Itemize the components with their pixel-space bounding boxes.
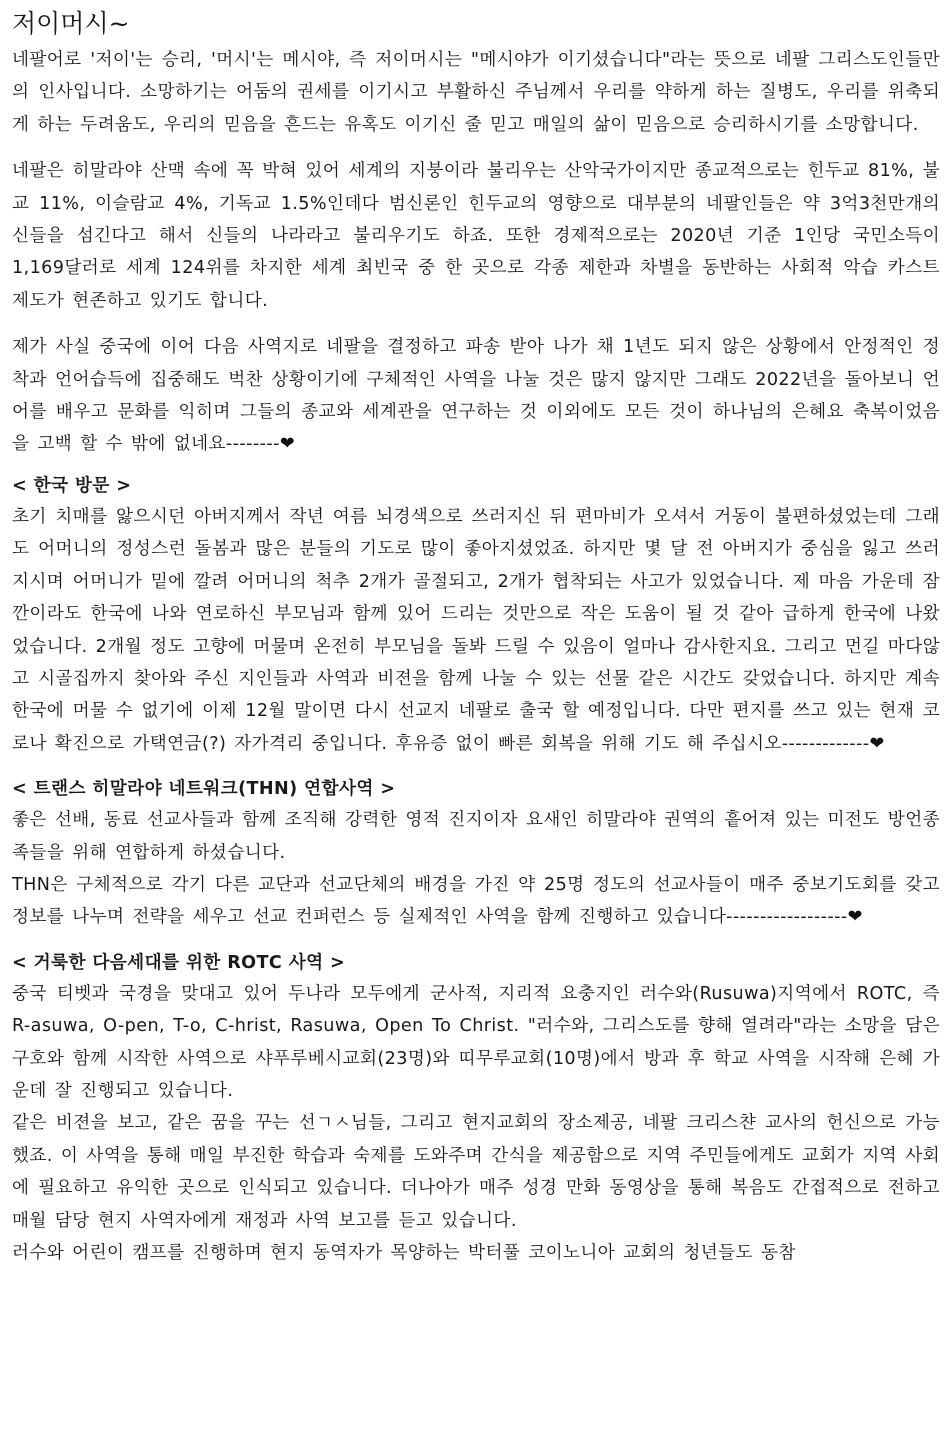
heart-icon: ❤ (869, 733, 885, 754)
intro-paragraph-1 (12, 44, 940, 141)
rotc-text-2: 같은 비젼을 보고, 같은 꿈을 꾸는 선ㄱㅅ님들, 그리고 현지교회의 장소제공, 네팔 크리스챤 교사의 헌신으로 가능했죠. 이 사역을 통해 매일 부진한 학습과 숙제를 도와주며 간식을 제공함으로 지역 주민들에게도 교회가 지역 사회에 필요하고 유익한 곳으로 인식되고 있습니다. 더나아가 매주 성경 만화 동영상을 통해 복음도 간접적으로 전하고 매월 담당 현지 사역자에게 재정과 사역 보고를 듣고 있습니다. (12, 1113, 940, 1231)
thn-text-2: THN은 구체적으로 각기 다른 교단과 선교단체의 배경을 가진 약 25명 정도의 선교사들이 매주 중보기도회를 갖고 정보를 나누며 전략을 세우고 선교 컨퍼런스 등 실제적인 사역을 함께 진행하고 있습니다------------------ (12, 874, 940, 928)
rotc-paragraph-3 (12, 1237, 940, 1269)
page-title: 저이머시~ (12, 9, 130, 38)
intro-paragraph-3 (12, 331, 940, 461)
section-heading-thn: < 트랜스 히말라야 네트워크(THN) 연합사역 > (12, 779, 396, 800)
section-heading-korea: < 한국 방문 > (12, 475, 132, 496)
intro-paragraph-2 (12, 155, 940, 317)
thn-text-1: 좋은 선배, 동료 선교사들과 함께 조직해 강력한 영적 진지이자 요새인 히말라야 권역의 흩어져 있는 미전도 방언종족들을 위해 연합하게 하셨습니다. (12, 810, 940, 863)
rotc-text-3: 러수와 어린이 캠프를 진행하며 현지 동역자가 목양하는 박터풀 코이노니아 교회의 청년들도 동참 (12, 1243, 796, 1263)
rotc-paragraph-1 (12, 978, 940, 1108)
intro-text-3: 제가 사실 중국에 이어 다음 사역지로 네팔을 결정하고 파송 받아 나가 채 1년도 되지 않은 상황에서 안정적인 정착과 언어습득에 집중해도 벅찬 상황이기에 구체적인 사역을 나눌 것은 많지 않지만 그래도 2022년을 돌아보니 언어를 배우고 문화를 익히며 그들의 종교와 세계관을 연구하는 것 이외에도 모든 것이 하나님의 은혜요 축복이었음을 고백 할 수 밖에 없네요-------- (12, 337, 940, 455)
thn-paragraph-1 (12, 804, 940, 869)
korea-paragraph (12, 501, 940, 760)
heart-icon: ❤ (279, 434, 296, 455)
section-heading-rotc: < 거룩한 다음세대를 위한 ROTC 사역 > (12, 952, 346, 973)
thn-paragraph-2 (12, 869, 940, 934)
letter-page (12, 8, 940, 1269)
intro-text-1: 네팔어로 '저이'는 승리, '머시'는 메시야, 즉 저이머시는 "메시야가 이기셨습니다"라는 뜻으로 네팔 그리스도인들만의 인사입니다. 소망하기는 어둠의 권세를 이기시고 부활하신 주님께서 우리를 약하게 하는 질병도, 우리를 위축되게 하는 두려움도, 우리의 믿음을 흔드는 유혹도 이기신 줄 믿고 매일의 삶이 믿음으로 승리하시기를 소망합니다. (12, 50, 940, 135)
heart-icon: ❤ (847, 907, 863, 928)
rotc-paragraph-2 (12, 1107, 940, 1237)
rotc-text-1: 중국 티벳과 국경을 맞대고 있어 두나라 모두에게 군사적, 지리적 요충지인 러수와(Rusuwa)지역에서 ROTC, 즉 R-asuwa, O-pen, T-o, C-hrist, Rasuwa, Open To Christ. "러수와, 그리스도를 향해 열려라"라는 소망을 담은 구호와 함께 시작한 사역으로 샤푸루베시교회(23명)와 띠무루교회(10명)에서 방과 후 학교 사역을 시작해 은혜 가운데 잘 진행되고 있습니다. (12, 983, 940, 1101)
korea-text: 초기 치매를 앓으시던 아버지께서 작년 여름 뇌경색으로 쓰러지신 뒤 편마비가 오셔서 거동이 불편하셨었는데 그래도 어머니의 정성스런 돌봄과 많은 분들의 기도로 많이 좋아지셨었죠. 하지만 몇 달 전 아버지가 중심을 잃고 쓰러지시며 어머니가 밑에 깔려 어머니의 척추 2개가 골절되고, 2개가 협착되는 사고가 있었습니다. 제 마음 가운데 잠깐이라도 한국에 나와 연로하신 부모님과 함께 있어 드리는 것만으로 작은 도움이 될 것 같아 급하게 한국에 나왔었습니다. 2개월 정도 고향에 머물며 온전히 부모님을 돌봐 드릴 수 있음이 얼마나 감사한지요. 그리고 먼길 마다않고 시골집까지 찾아와 주신 지인들과 사역과 비젼을 함께 나눌 수 있는 선물 같은 시간도 갖었습니다. 하지만 계속 한국에 머물 수 없기에 이제 12월 말이면 다시 선교지 네팔로 출국 할 예정입니다. 다만 편지를 쓰고 있는 현재 코로나 확진으로 가택연금(?) 자가격리 중입니다. 후유증 없이 빠른 회복을 위해 기도 해 주십시오------------- (12, 506, 940, 754)
intro-text-2: 네팔은 히말라야 산맥 속에 꼭 박혀 있어 세계의 지붕이라 불리우는 산악국가이지만 종교적으로는 힌두교 81%, 불교 11%, 이슬람교 4%, 기독교 1.5%인데다 범신론인 힌두교의 영향으로 대부분의 네팔인들은 약 3억3천만개의 신들을 섬긴다고 해서 신들의 나라라고 불리우기도 하죠. 또한 경제적으로는 2020년 기준 1인당 국민소득이 1,169달러로 세계 124위를 차지한 세계 최빈국 중 한 곳으로 각종 제한과 차별을 동반하는 사회적 악습 카스트 제도가 현존하고 있기도 합니다. (12, 161, 940, 311)
